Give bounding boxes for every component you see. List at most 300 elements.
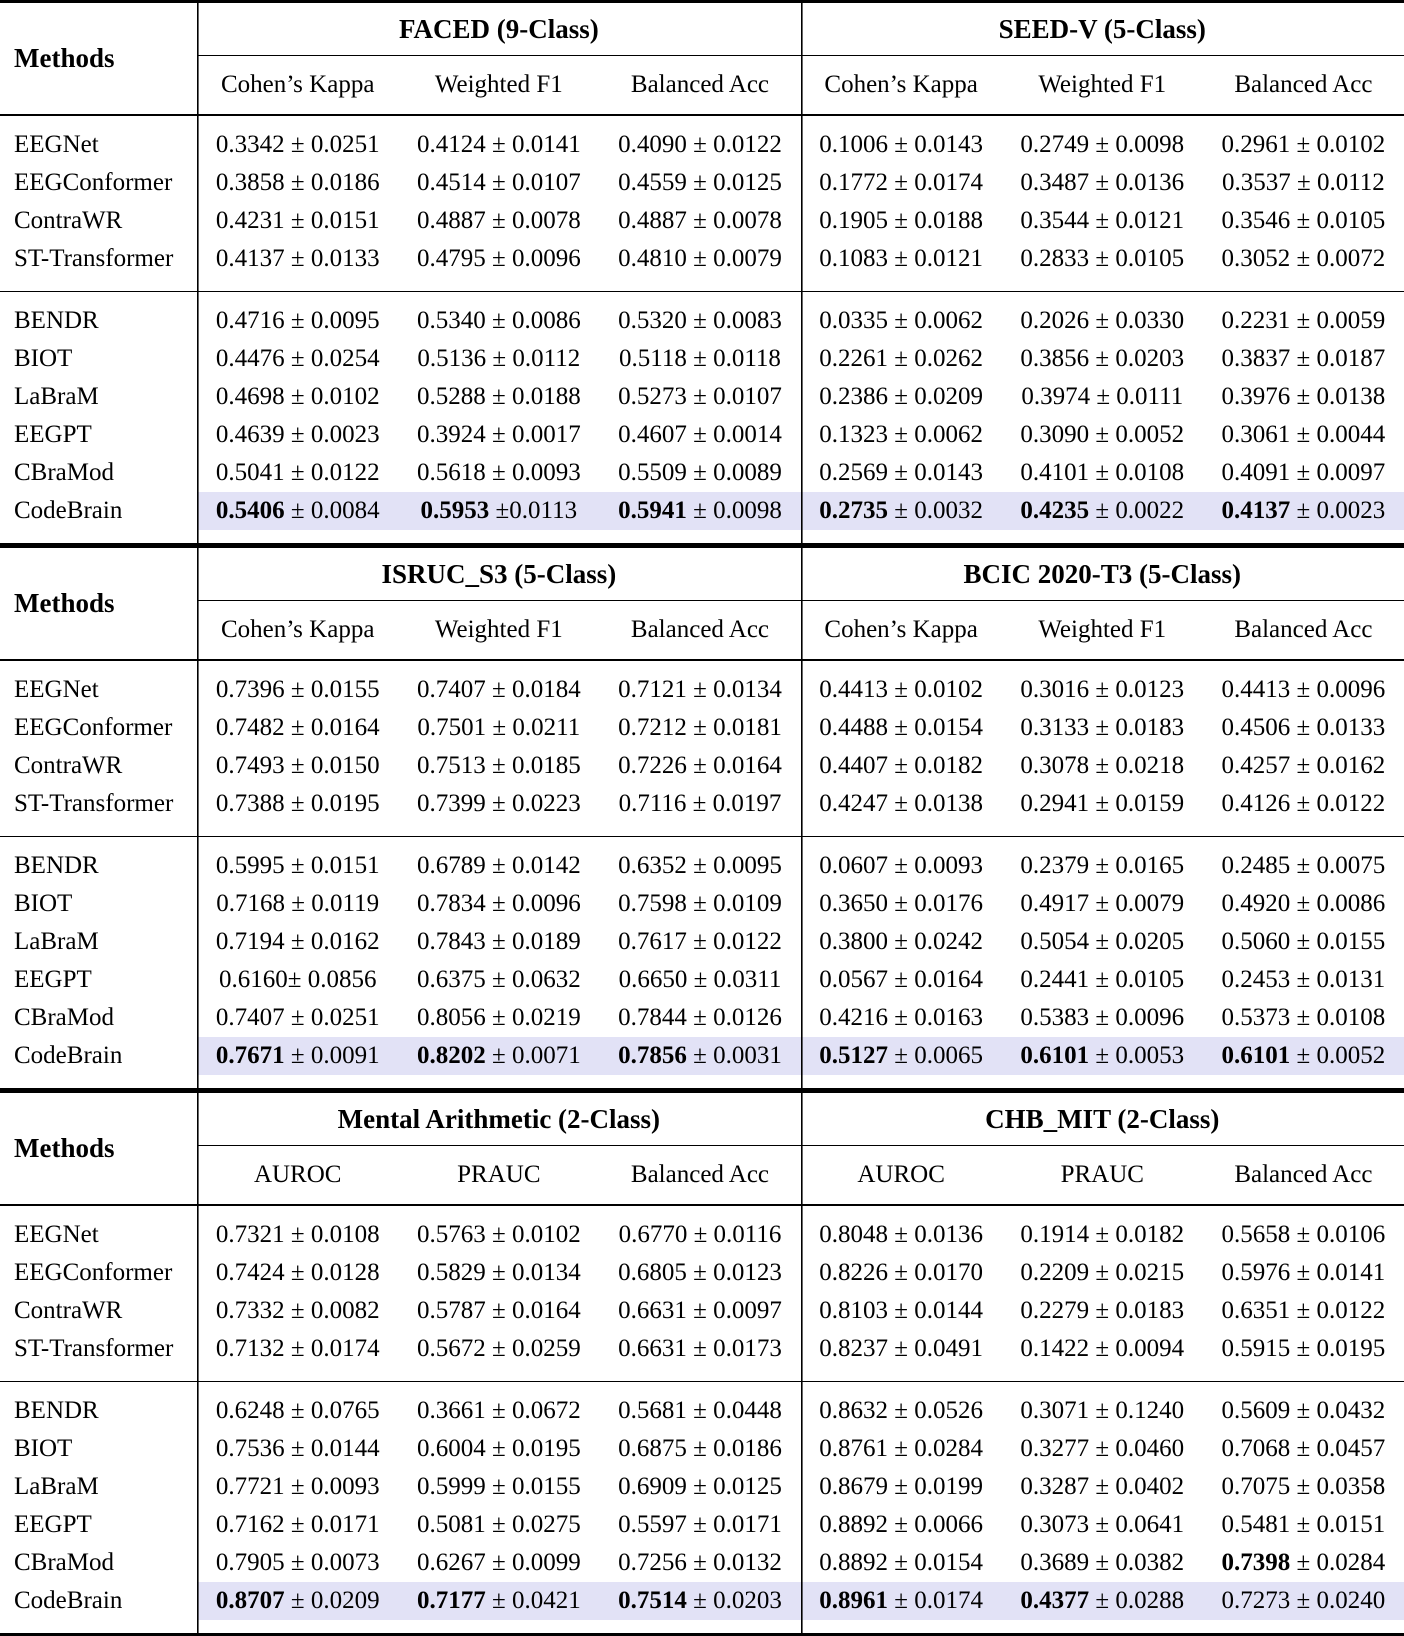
metric-mean: 0.8103	[819, 1297, 888, 1324]
metric-mean: 0.4257	[1222, 752, 1291, 779]
metric-std: 0.0154	[914, 714, 983, 741]
metric-value-cell	[599, 1292, 800, 1330]
spacer-cell	[398, 837, 599, 847]
plus-minus-sign: ±	[888, 1221, 914, 1248]
methods-column-header: Methods	[0, 548, 197, 660]
metric-std: 0.0131	[1317, 966, 1386, 993]
metric-std: 0.0259	[512, 1335, 581, 1362]
metric-mean: 0.5118	[619, 345, 687, 372]
plus-minus-sign: ±	[486, 383, 512, 410]
method-name-cell: LaBraM	[0, 923, 197, 961]
metric-value-cell	[1203, 999, 1404, 1037]
metric-mean: 0.6004	[417, 1435, 486, 1462]
metric-mean: 0.5597	[618, 1511, 687, 1538]
spacer-cell	[1203, 1206, 1404, 1216]
metric-mean: 0.3287	[1020, 1473, 1089, 1500]
metric-std: 0.0105	[1115, 966, 1184, 993]
metric-value-cell	[599, 709, 800, 747]
metric-std: 0.0254	[311, 345, 380, 372]
plus-minus-sign: ±	[1290, 852, 1316, 879]
metric-value-cell	[599, 999, 800, 1037]
metric-value-cell	[599, 202, 800, 240]
metric-column-header: Weighted F1	[1002, 56, 1203, 116]
plus-minus-sign: ±	[1089, 714, 1115, 741]
metric-value-cell	[1203, 671, 1404, 709]
metric-std: 0.0136	[914, 1221, 983, 1248]
metric-value-cell	[1002, 1330, 1203, 1368]
plus-minus-sign: ±	[1290, 245, 1316, 272]
metric-mean: 0.4235	[1020, 497, 1089, 524]
metric-mean: 0.7332	[216, 1297, 285, 1324]
metric-mean: 0.3544	[1020, 207, 1089, 234]
metric-value-cell	[1002, 785, 1203, 823]
metric-value-cell	[197, 1468, 398, 1506]
metric-mean: 0.3650	[819, 890, 888, 917]
plus-minus-sign: ±	[486, 714, 512, 741]
metric-value-cell	[398, 202, 599, 240]
metric-std: 0.0203	[1115, 345, 1184, 372]
plus-minus-sign: ±	[486, 890, 512, 917]
plus-minus-sign: ±	[285, 1004, 311, 1031]
plus-minus-sign: ±	[285, 1221, 311, 1248]
metric-std: 0.0017	[512, 421, 581, 448]
metric-std: 0.0144	[914, 1297, 983, 1324]
metric-value-cell	[599, 416, 800, 454]
plus-minus-sign: ±	[687, 1042, 713, 1069]
spacer-cell	[1203, 278, 1404, 292]
spacer-cell	[1203, 1368, 1404, 1382]
metric-mean: 0.5829	[417, 1259, 486, 1286]
metric-value-cell	[398, 747, 599, 785]
plus-minus-sign: ±	[687, 345, 713, 372]
plus-minus-sign: ±	[486, 1549, 512, 1576]
metric-value-cell	[398, 1506, 599, 1544]
plus-minus-sign: ±	[687, 459, 713, 486]
metric-value-cell	[197, 340, 398, 378]
spacer-cell	[0, 530, 197, 544]
plus-minus-sign: ±	[1089, 676, 1115, 703]
metric-value-cell	[1002, 1254, 1203, 1292]
metric-std: 0.0856	[308, 966, 377, 993]
dataset-group-header: FACED (9-Class)	[197, 3, 800, 56]
metric-value-cell	[599, 164, 800, 202]
metric-std: 0.0181	[713, 714, 782, 741]
plus-minus-sign: ±	[285, 1335, 311, 1362]
dataset-group-header: Mental Arithmetic (2-Class)	[197, 1093, 800, 1146]
metric-mean: 0.5060	[1222, 928, 1291, 955]
spacer-cell	[197, 1206, 398, 1216]
plus-minus-sign: ±	[486, 207, 512, 234]
metric-std: 0.0052	[1317, 1042, 1386, 1069]
metric-column-header: PRAUC	[398, 1146, 599, 1206]
metric-value-cell	[801, 1544, 1002, 1582]
plus-minus-sign: ±	[486, 131, 512, 158]
metric-value-cell	[398, 416, 599, 454]
plus-minus-sign: ±	[687, 207, 713, 234]
spacer-cell	[1002, 837, 1203, 847]
metric-mean: 0.1914	[1020, 1221, 1089, 1248]
metric-value-cell	[1203, 1037, 1404, 1075]
metric-mean: 0.0335	[819, 307, 888, 334]
spacer-cell	[801, 278, 1002, 292]
spacer-cell	[801, 661, 1002, 671]
methods-column-header: Methods	[0, 3, 197, 115]
metric-mean: 0.2379	[1020, 852, 1089, 879]
metric-std: 0.0099	[512, 1549, 581, 1576]
metric-value-cell	[197, 785, 398, 823]
metric-mean: 0.2231	[1222, 307, 1291, 334]
metric-mean: 0.3856	[1020, 345, 1089, 372]
metric-std: 0.0171	[311, 1511, 380, 1538]
plus-minus-sign: ±	[1089, 207, 1115, 234]
metric-std: 0.0133	[1317, 714, 1386, 741]
metric-value-cell	[398, 709, 599, 747]
metric-std: 0.0174	[914, 1587, 983, 1614]
plus-minus-sign: ±	[888, 345, 914, 372]
plus-minus-sign: ±	[1290, 890, 1316, 917]
spacer-cell	[0, 823, 197, 837]
metric-std: 0.1240	[1115, 1397, 1184, 1424]
metric-value-cell	[1203, 126, 1404, 164]
dataset-group-header: ISRUC_S3 (5-Class)	[197, 548, 800, 601]
metric-value-cell	[1002, 1544, 1203, 1582]
metric-mean: 0.7843	[417, 928, 486, 955]
metric-value-cell	[599, 378, 800, 416]
metric-std: 0.0098	[1115, 131, 1184, 158]
metric-value-cell	[1002, 1430, 1203, 1468]
metric-std: 0.0195	[311, 790, 380, 817]
plus-minus-sign: ±	[489, 497, 509, 524]
plus-minus-sign: ±	[1089, 345, 1115, 372]
plus-minus-sign: ±	[486, 307, 512, 334]
metric-value-cell	[197, 1582, 398, 1620]
metric-value-cell	[1002, 126, 1203, 164]
metric-value-cell	[398, 164, 599, 202]
spacer-cell	[599, 661, 800, 671]
metric-std: 0.0044	[1317, 421, 1386, 448]
metric-column-header: Balanced Acc	[1203, 601, 1404, 661]
metric-value-cell	[197, 747, 398, 785]
metric-value-cell	[801, 1292, 1002, 1330]
metric-std: 0.0062	[914, 421, 983, 448]
metric-std: 0.0022	[1115, 497, 1184, 524]
metric-std: 0.0126	[713, 1004, 782, 1031]
metric-std: 0.0121	[1115, 207, 1184, 234]
metric-mean: 0.0567	[819, 966, 888, 993]
plus-minus-sign: ±	[486, 676, 512, 703]
metric-std: 0.0402	[1115, 1473, 1184, 1500]
metric-std: 0.0079	[1115, 890, 1184, 917]
metric-std: 0.0251	[311, 1004, 380, 1031]
spacer-cell	[801, 116, 1002, 126]
plus-minus-sign: ±	[285, 497, 311, 524]
plus-minus-sign: ±	[486, 966, 512, 993]
metric-value-cell	[1002, 454, 1203, 492]
spacer-cell	[1203, 823, 1404, 837]
metric-std: 0.0184	[512, 676, 581, 703]
spacer-cell	[398, 116, 599, 126]
plus-minus-sign: ±	[888, 966, 914, 993]
metric-mean: 0.7177	[417, 1587, 486, 1614]
metric-value-cell	[1002, 1292, 1203, 1330]
metric-value-cell	[599, 671, 800, 709]
metric-mean: 0.4698	[216, 383, 285, 410]
metric-std: 0.0082	[311, 1297, 380, 1324]
plus-minus-sign: ±	[1089, 1042, 1115, 1069]
metric-mean: 0.7162	[216, 1511, 285, 1538]
spacer-cell	[398, 1368, 599, 1382]
metric-std: 0.0170	[914, 1259, 983, 1286]
metric-value-cell	[801, 1216, 1002, 1254]
metric-std: 0.0358	[1317, 1473, 1386, 1500]
spacer-cell	[599, 278, 800, 292]
metric-std: 0.0075	[1317, 852, 1386, 879]
spacer-cell	[801, 1368, 1002, 1382]
metric-mean: 0.8048	[819, 1221, 888, 1248]
metric-value-cell	[398, 1392, 599, 1430]
plus-minus-sign: ±	[687, 1549, 713, 1576]
metric-column-header: Cohen’s Kappa	[197, 56, 398, 116]
spacer-cell	[197, 1075, 398, 1089]
plus-minus-sign: ±	[1089, 928, 1115, 955]
plus-minus-sign: ±	[888, 131, 914, 158]
metric-std: 0.0123	[713, 1259, 782, 1286]
metric-std: 0.0096	[512, 890, 581, 917]
metric-mean: 0.4488	[819, 714, 888, 741]
metric-mean: 0.7226	[618, 752, 687, 779]
metric-value-cell	[197, 1216, 398, 1254]
metric-mean: 0.7536	[216, 1435, 285, 1462]
metric-mean: 0.7856	[618, 1042, 687, 1069]
metric-mean: 0.3858	[216, 169, 285, 196]
metric-mean: 0.4137	[1222, 497, 1291, 524]
metric-value-cell	[599, 454, 800, 492]
plus-minus-sign: ±	[486, 1587, 512, 1614]
metric-mean: 0.2749	[1020, 131, 1089, 158]
plus-minus-sign: ±	[285, 245, 311, 272]
plus-minus-sign: ±	[1291, 169, 1317, 196]
method-name-cell: EEGConformer	[0, 164, 197, 202]
metric-value-cell	[197, 378, 398, 416]
metric-mean: 0.5373	[1222, 1004, 1291, 1031]
spacer-cell	[1203, 292, 1404, 302]
metric-mean: 0.8892	[819, 1511, 888, 1538]
metric-value-cell	[1002, 923, 1203, 961]
plus-minus-sign: ±	[888, 890, 914, 917]
metric-mean: 0.6248	[216, 1397, 285, 1424]
plus-minus-sign: ±	[486, 1259, 512, 1286]
spacer-cell	[197, 530, 398, 544]
metric-std: 0.0133	[311, 245, 380, 272]
plus-minus-sign: ±	[285, 1549, 311, 1576]
metric-value-cell	[197, 961, 398, 999]
metric-value-cell	[398, 340, 599, 378]
metric-mean: 0.4559	[618, 169, 687, 196]
metric-value-cell	[398, 454, 599, 492]
metric-std: 0.0330	[1115, 307, 1184, 334]
plus-minus-sign: ±	[888, 459, 914, 486]
metric-std: 0.0102	[914, 676, 983, 703]
spacer-cell	[398, 1075, 599, 1089]
metric-std: 0.0108	[1317, 1004, 1386, 1031]
metric-value-cell	[1002, 340, 1203, 378]
metric-value-cell	[1002, 378, 1203, 416]
plus-minus-sign: ±	[687, 421, 713, 448]
metric-std: 0.0183	[1115, 714, 1184, 741]
spacer-cell	[398, 530, 599, 544]
metric-value-cell	[1002, 1037, 1203, 1075]
metric-value-cell	[801, 923, 1002, 961]
metric-column-header: Balanced Acc	[1203, 1146, 1404, 1206]
metric-std: 0.0185	[512, 752, 581, 779]
metric-value-cell	[398, 302, 599, 340]
metric-value-cell	[599, 885, 800, 923]
plus-minus-sign: ±	[687, 1004, 713, 1031]
plus-minus-sign: ±	[486, 790, 512, 817]
metric-std: 0.0053	[1115, 1042, 1184, 1069]
plus-minus-sign: ±	[1089, 1397, 1115, 1424]
metric-value-cell	[801, 1037, 1002, 1075]
metric-mean: 0.6909	[618, 1473, 687, 1500]
metric-mean: 0.7671	[216, 1042, 285, 1069]
spacer-cell	[801, 530, 1002, 544]
metric-mean: 0.6631	[618, 1335, 687, 1362]
metric-value-cell	[801, 847, 1002, 885]
metric-std: 0.0113	[509, 497, 577, 524]
metric-mean: 0.5618	[417, 459, 486, 486]
metric-std: 0.0094	[1115, 1335, 1184, 1362]
metric-std: 0.0108	[1115, 459, 1184, 486]
metric-mean: 0.7407	[417, 676, 486, 703]
metric-mean: 0.5681	[618, 1397, 687, 1424]
spacer-cell	[0, 1206, 197, 1216]
plus-minus-sign: ±	[1290, 207, 1316, 234]
metric-value-cell	[801, 999, 1002, 1037]
plus-minus-sign: ±	[486, 1473, 512, 1500]
metric-value-cell	[197, 126, 398, 164]
metric-std: 0.0032	[914, 497, 983, 524]
plus-minus-sign: ±	[1089, 1587, 1115, 1614]
metric-std: 0.0121	[914, 245, 983, 272]
plus-minus-sign: ±	[285, 1435, 311, 1462]
metric-mean: 0.6875	[618, 1435, 687, 1462]
metric-value-cell	[599, 1468, 800, 1506]
plus-minus-sign: ±	[686, 790, 712, 817]
metric-std: 0.0065	[914, 1042, 983, 1069]
metric-std: 0.0112	[1317, 169, 1385, 196]
metric-std: 0.0171	[713, 1511, 782, 1538]
metric-std: 0.0311	[714, 966, 782, 993]
metric-mean: 0.5273	[618, 383, 687, 410]
metric-std: 0.0014	[713, 421, 782, 448]
spacer-cell	[599, 837, 800, 847]
plus-minus-sign: ±	[486, 1221, 512, 1248]
metric-value-cell	[1002, 1582, 1203, 1620]
metric-std: 0.0122	[713, 928, 782, 955]
plus-minus-sign: ±	[1290, 928, 1316, 955]
plus-minus-sign: ±	[285, 676, 311, 703]
metric-std: 0.0059	[1317, 307, 1386, 334]
metric-value-cell	[398, 240, 599, 278]
metric-value-cell	[801, 164, 1002, 202]
metric-std: 0.0154	[914, 1549, 983, 1576]
metric-mean: 0.7399	[417, 790, 486, 817]
plus-minus-sign: ±	[285, 1511, 311, 1538]
metric-mean: 0.3052	[1222, 245, 1291, 272]
plus-minus-sign: ±	[687, 676, 713, 703]
metric-std: 0.0457	[1317, 1435, 1386, 1462]
metric-std: 0.0188	[914, 207, 983, 234]
metric-value-cell	[398, 1468, 599, 1506]
spacer-cell	[1002, 530, 1203, 544]
metric-mean: 0.3487	[1020, 169, 1089, 196]
plus-minus-sign: ±	[888, 752, 914, 779]
metric-std: 0.0199	[914, 1473, 983, 1500]
metric-mean: 0.2386	[819, 383, 888, 410]
metric-mean: 0.3071	[1020, 1397, 1089, 1424]
metric-std: 0.0141	[512, 131, 581, 158]
spacer-cell	[1203, 661, 1404, 671]
metric-mean: 0.7617	[618, 928, 687, 955]
plus-minus-sign: ±	[687, 169, 713, 196]
metric-value-cell	[1002, 1392, 1203, 1430]
method-name-cell: EEGNet	[0, 126, 197, 164]
metric-value-cell	[1002, 416, 1203, 454]
spacer-cell	[398, 292, 599, 302]
metric-mean: 0.5340	[417, 307, 486, 334]
metric-mean: 0.7905	[216, 1549, 285, 1576]
metric-value-cell	[197, 671, 398, 709]
metric-std: 0.0119	[311, 890, 379, 917]
plus-minus-sign: ±	[1290, 1004, 1316, 1031]
metric-mean: 0.8707	[216, 1587, 285, 1614]
metric-mean: 0.4090	[618, 131, 687, 158]
metric-value-cell	[1203, 1254, 1404, 1292]
metric-mean: 0.2261	[819, 345, 888, 372]
plus-minus-sign: ±	[1290, 1221, 1316, 1248]
metric-mean: 0.4476	[216, 345, 285, 372]
spacer-cell	[599, 116, 800, 126]
metric-std: 0.0122	[1317, 790, 1386, 817]
metric-mean: 0.4639	[216, 421, 285, 448]
plus-minus-sign: ±	[486, 459, 512, 486]
metric-mean: 0.5406	[216, 497, 285, 524]
metric-mean: 0.5081	[417, 1511, 486, 1538]
plus-minus-sign: ±	[285, 790, 311, 817]
dataset-group-header: SEED-V (5-Class)	[801, 3, 1404, 56]
metric-mean: 0.5288	[417, 383, 486, 410]
metric-mean: 0.1772	[819, 169, 888, 196]
metric-mean: 0.7075	[1222, 1473, 1291, 1500]
metric-mean: 0.5136	[417, 345, 486, 372]
plus-minus-sign: ±	[687, 1259, 713, 1286]
metric-mean: 0.5941	[618, 497, 687, 524]
plus-minus-sign: ±	[888, 1297, 914, 1324]
metric-value-cell	[398, 999, 599, 1037]
metric-mean: 0.2833	[1020, 245, 1089, 272]
metric-std: 0.0641	[1115, 1511, 1184, 1538]
spacer-cell	[197, 116, 398, 126]
method-name-cell: EEGNet	[0, 671, 197, 709]
metric-mean: 0.7194	[216, 928, 285, 955]
metric-value-cell	[197, 847, 398, 885]
metric-std: 0.0136	[1115, 169, 1184, 196]
plus-minus-sign: ±	[888, 1335, 914, 1362]
plus-minus-sign: ±	[888, 1397, 914, 1424]
metric-mean: 0.5383	[1020, 1004, 1089, 1031]
metric-mean: 0.8761	[819, 1435, 888, 1462]
plus-minus-sign: ±	[888, 1473, 914, 1500]
